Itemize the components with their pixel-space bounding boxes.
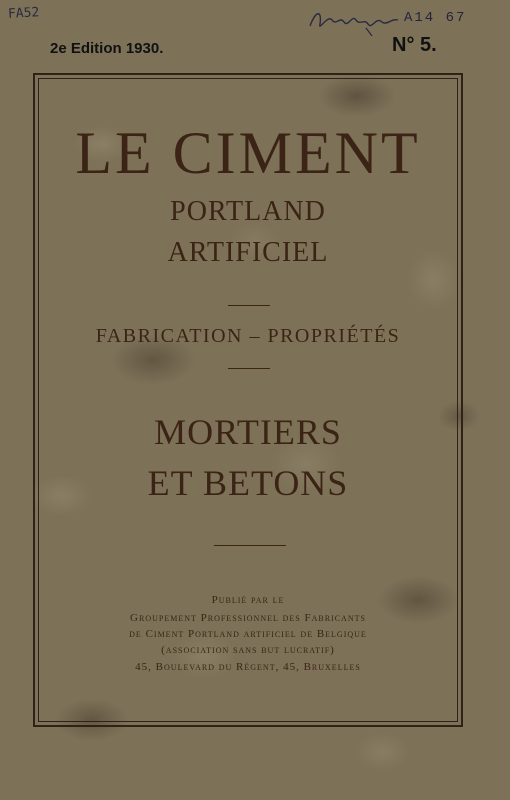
heading-mortiers: MORTIERS: [154, 412, 342, 452]
publisher-line: (association sans but lucratif): [161, 644, 335, 656]
publisher-line: de Ciment Portland artificiel de Belgique: [129, 628, 367, 640]
divider-rule: [228, 368, 270, 369]
title: LE CIMENT: [75, 120, 421, 186]
issue-number: N° 5.: [392, 34, 437, 56]
cover-frame: [33, 73, 463, 727]
subtitle-portland: PORTLAND: [170, 196, 326, 227]
divider-rule: [228, 305, 270, 306]
publisher-address: 45, Boulevard du Régent, 45, Bruxelles: [135, 661, 361, 673]
divider-rule: [214, 545, 286, 546]
edition-label: 2e Edition 1930.: [50, 40, 164, 57]
publisher-line: Publié par le: [211, 594, 285, 606]
subtitle-artificiel: ARTIFICIEL: [167, 237, 329, 268]
reference-code: A14 67: [404, 10, 467, 26]
handwritten-annotation: FA52: [7, 5, 40, 22]
handwritten-signature: [306, 6, 416, 36]
heading-betons: ET BETONS: [147, 463, 349, 503]
topics-line: FABRICATION – PROPRIÉTÉS: [95, 325, 401, 347]
cover-frame-inner: [38, 78, 458, 722]
publisher-line: Groupement Professionnel des Fabricants: [130, 612, 366, 624]
